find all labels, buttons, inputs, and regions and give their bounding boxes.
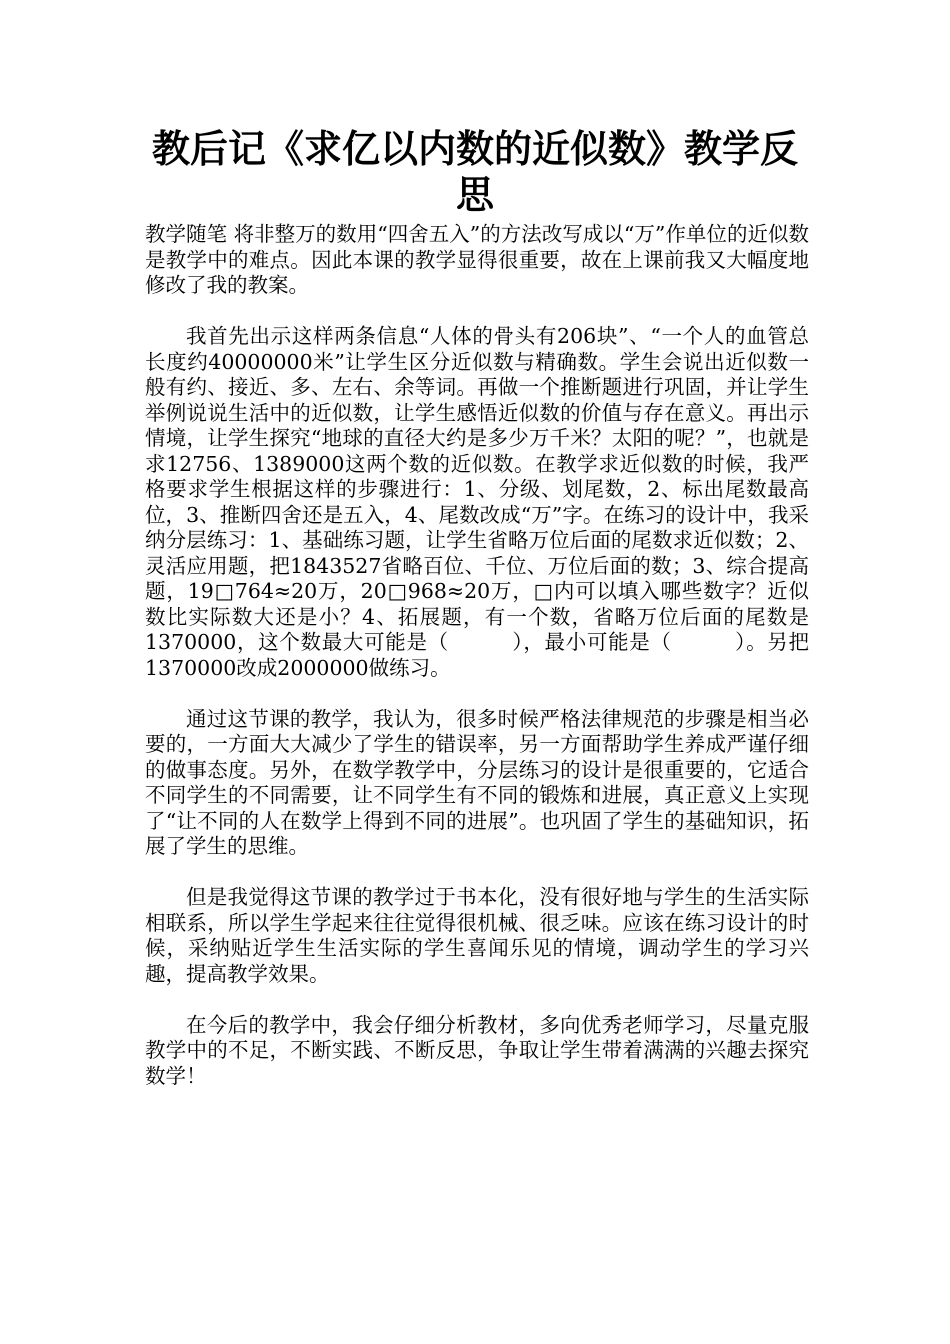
paragraph-intro: 教学随笔 将非整万的数用“四舍五入”的方法改写成以“万”作单位的近似数是教学中的难点。因此本课的教学显得很重要，故在上课前我又大幅度地修改了我的教案。 [145, 222, 809, 297]
paragraph-reflection: 通过这节课的教学，我认为，很多时候严格法律规范的步骤是相当必要的，一方面大大减少了学生的错误率，另一方面帮助学生养成严谨仔细的做事态度。另外，在数学教学中，分层练习的设计是很重要的，它适合不同学生的不同需要，让不同学生有不同的锻炼和进展，真正意义上实现了“让不同的人在数学上得到不同的进展”。也巩固了学生的基础知识，拓展了学生的思维。 [145, 706, 809, 858]
paragraph-lesson-process: 我首先出示这样两条信息“人体的骨头有206块”、“一个人的血管总长度约40000000米”让学生区分近似数与精确数。学生会说出近似数一般有约、接近、多、左右、余等词。再做一个推断题进行巩固，并让学生举例说说生活中的近似数，让学生感悟近似数的价值与存在意义。再出示情境，让学生探究“地球的直径大约是多少万千米？太阳的呢？”，也就是求12756、1389000这两个数的近似数。在教学求近似数的时候，我严格要求学生根据这样的步骤进行：1、分级、划尾数，2、标出尾数最高位，3、推断四舍还是五入，4、尾数改成“万”字。在练习的设计中，我采纳分层练习：1、基础练习题，让学生省略万位后面的尾数求近似数；2、灵活应用题，把1843527省略百位、千位、万位后面的数；3、综合提高题，19□764≈20万，20□968≈20万，□内可以填入哪些数字？近似数比实际数大还是小？4、拓展题，有一个数，省略万位后面的尾数是1370000，这个数最大可能是（ ），最小可能是（ ）。另把1370000改成2000000做练习。 [145, 324, 809, 680]
document-title: 教后记《求亿以内数的近似数》教学反思 [151, 126, 798, 217]
paragraph-shortcomings: 但是我觉得这节课的教学过于书本化，没有很好地与学生的生活实际相联系，所以学生学起来往往觉得很机械、很乏味。应该在练习设计的时候，采纳贴近学生生活实际的学生喜闻乐见的情境，调动学生的学习兴趣，提高教学效果。 [145, 885, 809, 986]
paragraph-future-plan: 在今后的教学中，我会仔细分析教材，多向优秀老师学习，尽量克服教学中的不足，不断实践、不断反思，争取让学生带着满满的兴趣去探究数学！ [145, 1012, 809, 1088]
document-body [145, 222, 809, 1089]
